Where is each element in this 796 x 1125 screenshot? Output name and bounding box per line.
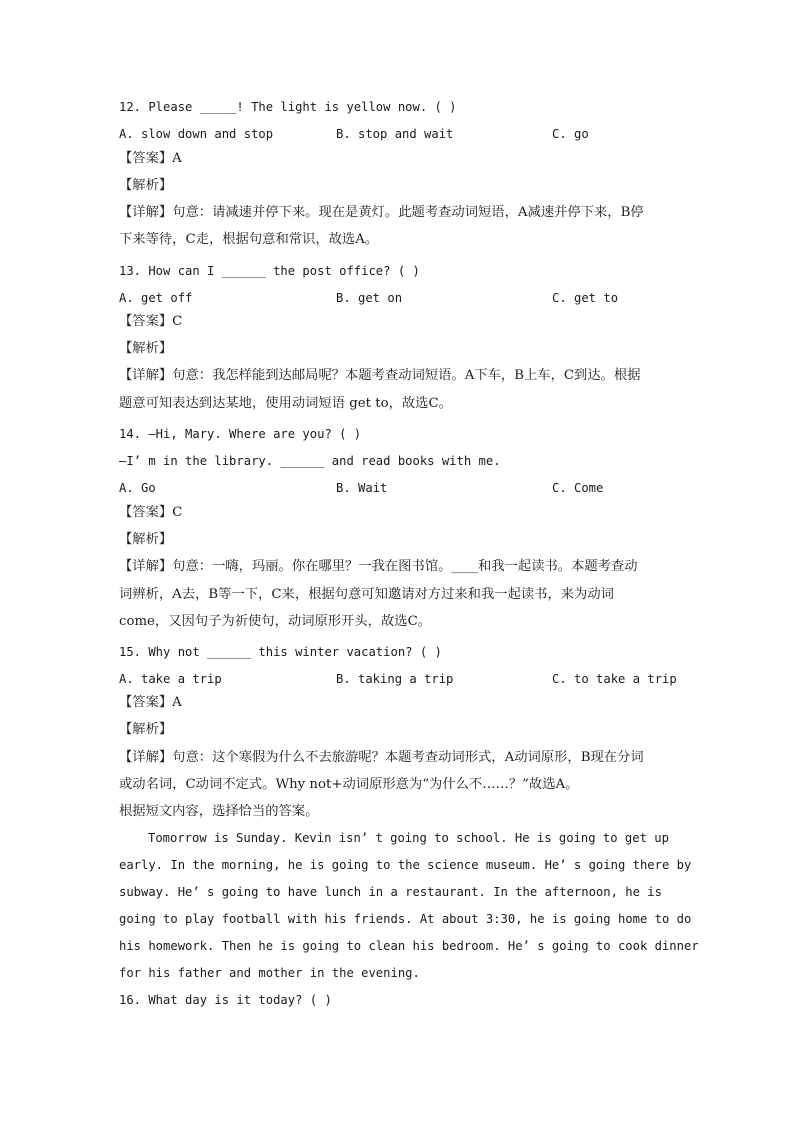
q15-detail-line-1: 【详解】句意：这个寒假为什么不去旅游呢？本题考查动词形式，A动词原形，B现在分词 — [119, 750, 644, 765]
q13-detail-line-2: 题意可知表达到达某地，使用动词短语 get to，故选C。 — [119, 396, 452, 411]
reading-line-6: for his father and mother in the evening. — [119, 966, 420, 980]
reading-line-2: early. In the morning, he is going to the science museum. He’ s going there by — [119, 858, 692, 872]
q15-option-b: B. taking a trip — [336, 672, 454, 686]
q14-detail-line-1: 【详解】句意：一嗨，玛丽。你在哪里？一我在图书馆。____和我一起读书。本题考查动 — [119, 559, 638, 574]
q13-option-c: C. get to — [552, 291, 619, 305]
q12-stem: 12. Please _____! The light is yellow now. ( ) — [119, 100, 457, 114]
q12-option-c: C. go — [552, 127, 589, 141]
q15-option-a: A. take a trip — [119, 672, 222, 686]
q13-option-b: B. get on — [336, 291, 403, 305]
q12-analysis-heading: 【解析】 — [119, 178, 173, 193]
q13-stem: 13. How can I ______ the post office? ( ) — [119, 264, 420, 278]
q15-options — [119, 671, 679, 687]
q15-option-c: C. to take a trip — [552, 672, 677, 686]
q12-option-a: A. slow down and stop — [119, 127, 274, 141]
q14-option-a: A. Go — [119, 481, 156, 495]
q15-detail-line-2: 或动名词，C动词不定式。Why not+动词原形意为“为什么不……？”故选A。 — [119, 777, 579, 792]
q13-detail-line-1: 【详解】句意：我怎样能到达邮局呢？本题考查动词短语。A下车，B上车，C到达。根据 — [119, 368, 641, 383]
q13-option-a: A. get off — [119, 291, 193, 305]
q12-detail-line-1: 【详解】句意：请减速并停下来。现在是黄灯。此题考查动词短语，A减速并停下来，B停 — [119, 205, 644, 220]
reading-line-4: going to play football with his friends. At about 3:30, he is going home to do — [119, 912, 692, 926]
q13-analysis-heading: 【解析】 — [119, 341, 173, 356]
q14-option-b: B. Wait — [336, 481, 388, 495]
q14-detail-line-3: come，又因句子为祈使句，动词原形开头，故选C。 — [119, 614, 432, 629]
q13-options — [119, 290, 679, 306]
q16-stem: 16. What day is it today? ( ) — [119, 993, 332, 1007]
q15-analysis-heading: 【解析】 — [119, 722, 173, 737]
q14-option-c: C. Come — [552, 481, 604, 495]
q13-answer: 【答案】C — [119, 314, 183, 329]
q15-answer: 【答案】A — [119, 695, 182, 710]
q12-option-b: B. stop and wait — [336, 127, 454, 141]
q12-detail-line-2: 下来等待，C走，根据句意和常识，故选A。 — [119, 232, 379, 247]
q14-stem-line-2: —I’ m in the library. ______ and read books with me. — [119, 454, 501, 468]
q14-options — [119, 480, 679, 496]
reading-instruction: 根据短文内容，选择恰当的答案。 — [119, 804, 319, 819]
reading-line-3: subway. He’ s going to have lunch in a restaurant. In the afternoon, he is — [119, 885, 662, 899]
q14-answer: 【答案】C — [119, 505, 183, 520]
q14-analysis-heading: 【解析】 — [119, 532, 173, 547]
q15-stem: 15. Why not ______ this winter vacation? ( ) — [119, 645, 442, 659]
reading-line-1: Tomorrow is Sunday. Kevin isn’ t going to school. He is going to get up — [148, 831, 669, 845]
q14-stem-line-1: 14. —Hi, Mary. Where are you? ( ) — [119, 427, 362, 441]
q14-detail-line-2: 词辨析，A去，B等一下，C来，根据句意可知邀请对方过来和我一起读书，来为动词 — [119, 587, 614, 602]
reading-line-5: his homework. Then he is going to clean his bedroom. He’ s going to cook dinner — [119, 939, 699, 953]
q12-answer: 【答案】A — [119, 151, 182, 166]
q12-options — [119, 126, 679, 142]
